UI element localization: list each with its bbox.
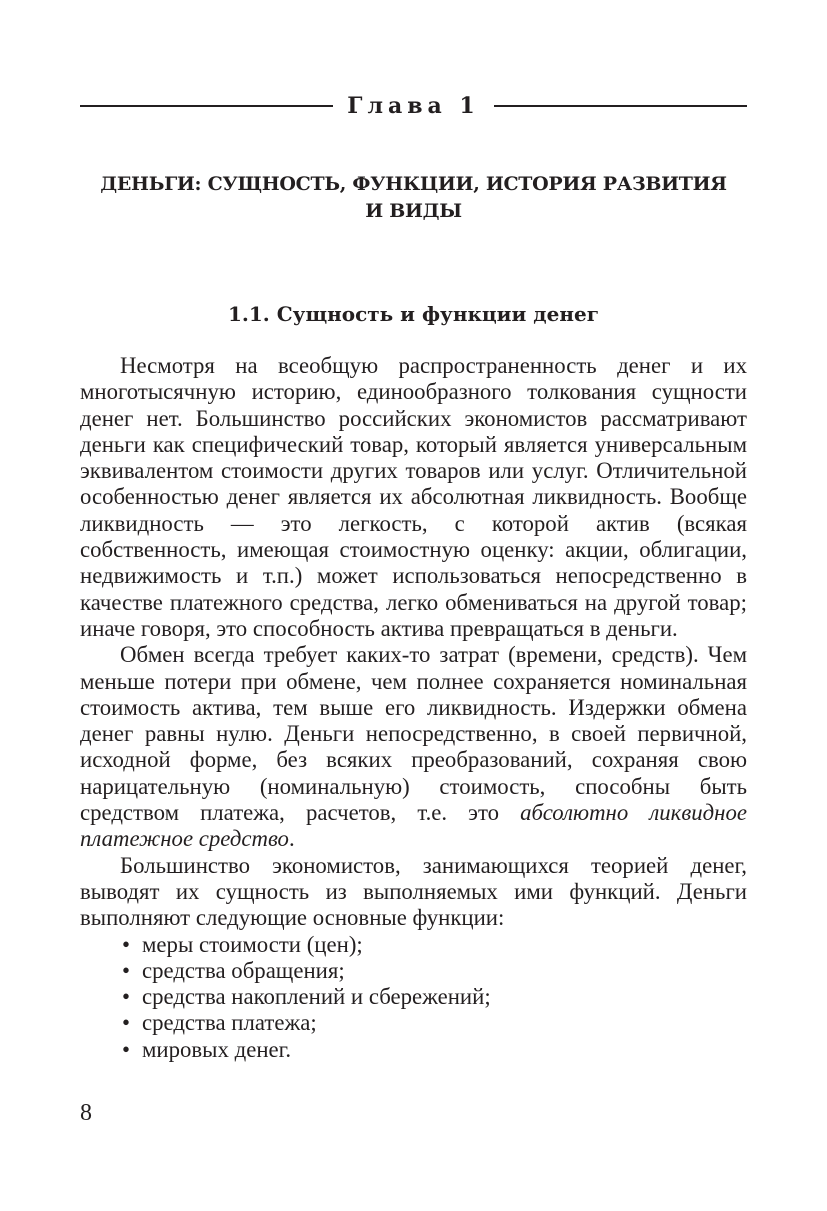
chapter-title-line-1: ДЕНЬГИ: СУЩНОСТЬ, ФУНКЦИИ, ИСТОРИЯ РАЗВИТИЯ (100, 173, 727, 195)
section-title: 1.1. Сущность и функции денег (228, 302, 599, 326)
list-item: • средства платежа; (122, 1010, 747, 1036)
body-text (80, 353, 747, 1063)
chapter-title (80, 171, 747, 225)
paragraph-2-emphasis: абсолютно ликвидное платежное средство (80, 800, 747, 852)
chapter-rule-right (494, 105, 747, 107)
functions-list (80, 932, 747, 1063)
page-number: 8 (80, 1100, 92, 1126)
list-item: • средства накоплений и сбережений; (122, 984, 747, 1010)
paragraph-3: Большинство экономистов, занимающихся теорией денег, выводят их сущность из выполняемых ими функций. Деньги выполняют следующие основные функции: (80, 852, 747, 931)
chapter-title-line-2: И ВИДЫ (365, 200, 462, 222)
paragraph-2-text: Обмен всегда требует каких-то затрат (времени, средств). Чем меньше потери при обмене, чем полнее сохраняется номинальная стоимость актива, тем выше его ликвидность. Издержки обмена денег равны нулю. Деньги непосредственно, в своей первичной, исходной форме, без всяких преобразований, сохраняя свою нарицательную (номинальную) стоимость, способны быть средством платежа, расчетов, т.е. это (80, 642, 747, 826)
list-item: • меры стоимости (цен); (122, 932, 747, 958)
chapter-header (80, 89, 747, 123)
book-page (80, 0, 747, 1211)
list-item: • средства обращения; (122, 958, 747, 984)
paragraph-2 (80, 642, 747, 852)
chapter-label: Глава 1 (347, 93, 480, 119)
list-item: • мировых денег. (122, 1037, 747, 1063)
paragraph-1: Несмотря на всеобщую распространенность денег и их многотысячную историю, единообразного толкования сущности денег нет. Большинство российских экономистов рассматривают деньги как специфический товар, который является универсальным эквивалентом стоимости других товаров или услуг. Отличительной особенностью денег является их абсолютная ликвидность. Вообще ликвидность — это легкость, с которой актив (всякая собственность, имеющая стоимостную оценку: акции, облигации, недвижимость и т.п.) может использоваться непосредственно в качестве платежного средства, легко обмениваться на другой товар; иначе говоря, это способность актива превращаться в деньги. (80, 353, 747, 641)
paragraph-2-end: . (288, 826, 295, 852)
chapter-rule-left (80, 105, 333, 107)
